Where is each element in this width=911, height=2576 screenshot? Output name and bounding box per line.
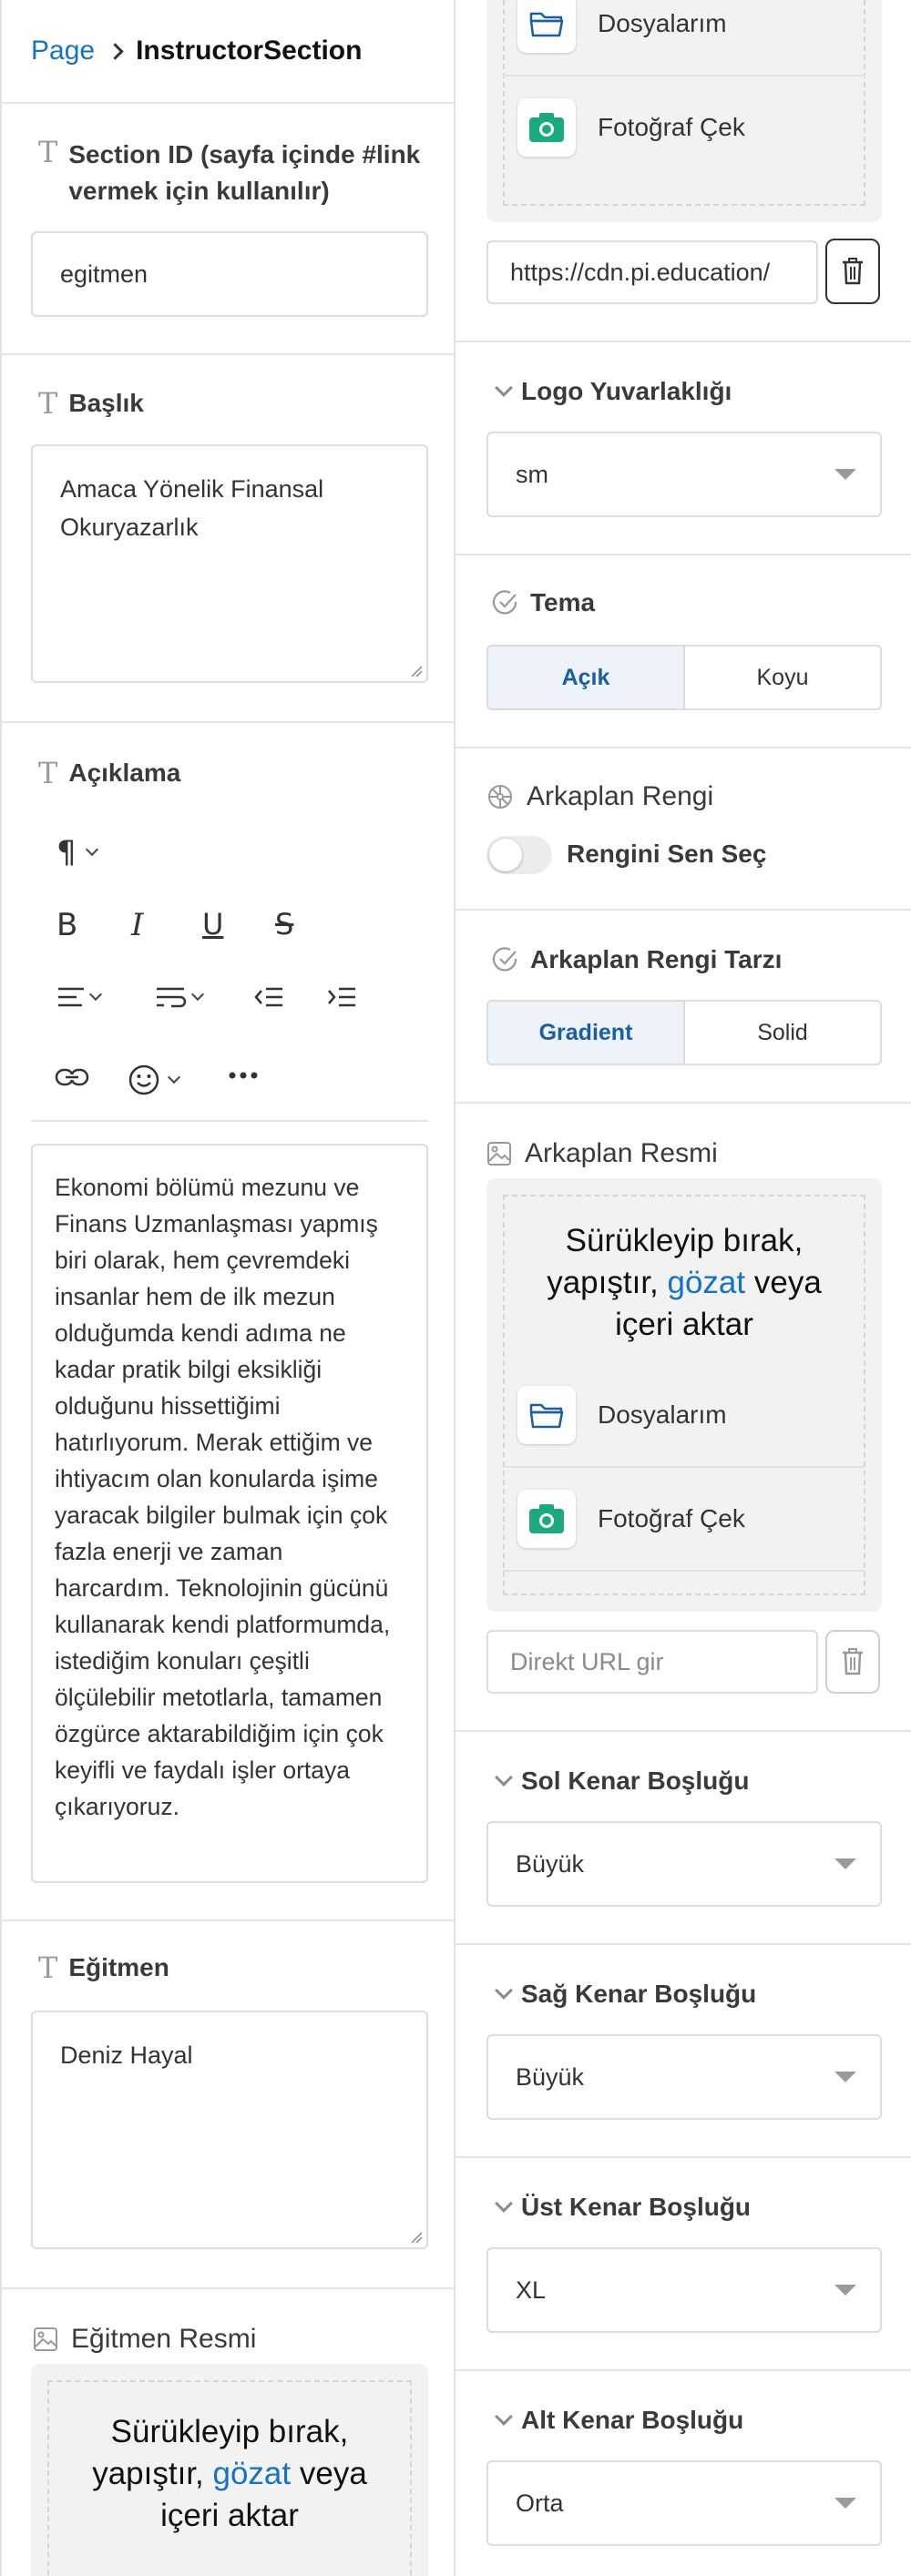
- indent-icon: [326, 985, 357, 1009]
- underline-icon: U: [202, 907, 224, 942]
- bg-style-option-gradient[interactable]: Gradient: [488, 1002, 685, 1064]
- text-type-icon: T: [38, 135, 58, 169]
- resize-handle-icon[interactable]: [410, 2231, 423, 2244]
- bg-image-label: Arkaplan Resmi: [486, 1138, 718, 1169]
- theme-label: Tema: [492, 588, 595, 617]
- color-palette-icon: [486, 783, 514, 810]
- check-circle-icon: [492, 946, 519, 973]
- instructor-image-dropzone[interactable]: Sürükleyip bırak, yapıştır, gözat veya içeri aktar: [31, 2364, 428, 2576]
- paragraph-icon: ¶: [56, 834, 77, 871]
- custom-color-toggle[interactable]: [486, 836, 552, 874]
- take-photo-option[interactable]: Fotoğraf Çek: [486, 76, 882, 178]
- check-circle-icon: [492, 589, 519, 616]
- logo-radius-select[interactable]: sm: [486, 432, 882, 517]
- strikethrough-icon: S: [275, 907, 294, 942]
- bold-icon: B: [56, 907, 78, 943]
- trash-icon: [841, 258, 865, 285]
- text-wrap-icon: [155, 985, 188, 1009]
- logo-url-input[interactable]: https://cdn.pi.education/: [486, 240, 818, 304]
- chevron-down-icon: [495, 1768, 513, 1787]
- paragraph-format-dropdown[interactable]: [56, 834, 97, 871]
- chevron-down-icon: [86, 843, 98, 856]
- dropdown-arrow-icon: [834, 469, 856, 480]
- chevron-right-icon: [107, 43, 123, 59]
- delete-bg-image-button[interactable]: [825, 1630, 880, 1694]
- instructor-label: T Eğitmen: [38, 1950, 169, 1985]
- logo-dropzone[interactable]: [486, 0, 882, 222]
- my-files-option[interactable]: Dosyalarım: [486, 1364, 882, 1466]
- camera-icon: [527, 1502, 566, 1535]
- browse-link[interactable]: gözat: [212, 2456, 292, 2491]
- instructor-textarea[interactable]: Deniz Hayal: [31, 2011, 428, 2249]
- resize-handle-icon[interactable]: [410, 665, 423, 677]
- bg-color-label: Arkaplan Rengi: [486, 781, 713, 812]
- dropdown-arrow-icon: [834, 2498, 856, 2509]
- theme-toggle: [486, 645, 882, 710]
- camera-icon: [527, 111, 566, 144]
- bg-style-label: Arkaplan Rengi Tarzı: [492, 945, 782, 974]
- outdent-button[interactable]: [253, 985, 284, 1009]
- text-type-icon: T: [38, 386, 58, 421]
- right-panel: [456, 0, 911, 2576]
- chevron-down-icon: [495, 1981, 513, 2000]
- right-margin-select[interactable]: Büyük: [486, 2034, 882, 2120]
- underline-button[interactable]: [202, 907, 223, 942]
- section-id-input[interactable]: egitmen: [31, 231, 428, 317]
- bold-button[interactable]: [56, 907, 77, 943]
- browse-link[interactable]: gözat: [667, 1265, 746, 1300]
- bg-image-dropzone[interactable]: Sürükleyip bırak, yapıştır, gözat veya içeri aktar Dosyalarım Fotoğraf Çek: [486, 1178, 882, 1612]
- description-label: T Açıklama: [38, 756, 181, 790]
- instructor-image-label: Eğitmen Resmi: [33, 2324, 256, 2355]
- top-margin-select[interactable]: XL: [486, 2247, 882, 2333]
- take-photo-option[interactable]: Fotoğraf Çek: [486, 1468, 882, 1570]
- strikethrough-button[interactable]: [275, 907, 293, 942]
- chevron-down-icon: [168, 1071, 180, 1084]
- section-id-label: T Section ID (sayfa içinde #link vermek için kullanılır): [38, 135, 421, 205]
- left-margin-label: Sol Kenar Boşluğu: [497, 1767, 749, 1796]
- bg-style-toggle: [486, 1000, 882, 1065]
- chevron-down-icon: [495, 2408, 513, 2426]
- indent-button[interactable]: [326, 985, 357, 1009]
- italic-button[interactable]: [131, 907, 143, 943]
- bottom-margin-select[interactable]: Orta: [486, 2460, 882, 2546]
- dropdown-arrow-icon: [834, 2072, 856, 2082]
- chevron-down-icon: [495, 2194, 513, 2213]
- image-icon: [486, 1141, 512, 1166]
- title-textarea[interactable]: Amaca Yönelik Finansal Okuryazarlık: [31, 444, 428, 683]
- logo-radius-label: Logo Yuvarlaklığı: [497, 377, 732, 406]
- text-type-icon: T: [38, 756, 58, 790]
- top-margin-label: Üst Kenar Boşluğu: [497, 2193, 751, 2222]
- my-files-option[interactable]: Dosyalarım: [486, 0, 882, 75]
- folder-icon: [528, 1400, 565, 1430]
- wrap-dropdown[interactable]: [155, 985, 202, 1009]
- breadcrumb-current: InstructorSection: [136, 36, 363, 66]
- folder-icon: [528, 9, 565, 38]
- align-left-icon: [56, 985, 86, 1009]
- custom-color-toggle-label: Rengini Sen Seç: [567, 840, 767, 868]
- right-margin-label: Sağ Kenar Boşluğu: [497, 1980, 756, 2009]
- dropdown-arrow-icon: [834, 1858, 856, 1869]
- description-editor[interactable]: Ekonomi bölümü mezunu ve Finans Uzmanlaşması yapmış biri olarak, hem çevremdeki insanlar hem de ilk mezun olduğumda kendi adıma ne kadar pratik bilgi eksikliği olduğunu hissettiğimi hatırlıyorum. Merak ettiğim ve ihtiyacım olan konularda işime yaracak bilgiler bulmak için çok fazla enerji ve zaman harcardım. Teknolojinin gücünü kullanarak kendi platformumda, istediğim konuları çeşitli ölçülebilir metotlarla, tamamen özgürce aktarabildiğim için çok keyifli ve faydalı işler ortaya çıkarıyoruz.: [31, 1144, 428, 1883]
- chevron-down-icon: [89, 988, 102, 1001]
- outdent-icon: [253, 985, 284, 1009]
- emoji-dropdown[interactable]: [128, 1064, 179, 1096]
- theme-option-light[interactable]: Açık: [488, 647, 685, 708]
- breadcrumb: [31, 33, 362, 69]
- more-horizontal-icon: [228, 1071, 259, 1080]
- link-button[interactable]: [55, 1065, 89, 1089]
- dropdown-arrow-icon: [834, 2285, 856, 2296]
- emoji-icon: [128, 1064, 160, 1096]
- align-dropdown[interactable]: [56, 985, 100, 1009]
- text-type-icon: T: [38, 1950, 58, 1985]
- image-icon: [33, 2327, 58, 2352]
- breadcrumb-root-link[interactable]: Page: [31, 36, 96, 66]
- chevron-down-icon: [191, 988, 204, 1001]
- bg-style-option-solid[interactable]: Solid: [757, 1019, 808, 1045]
- bottom-margin-label: Alt Kenar Boşluğu: [497, 2406, 743, 2435]
- title-label: T Başlık: [38, 386, 144, 421]
- link-icon: [55, 1065, 89, 1089]
- bg-image-url-input[interactable]: Direkt URL gir: [486, 1630, 818, 1694]
- chevron-down-icon: [495, 379, 513, 397]
- italic-icon: I: [131, 907, 144, 943]
- left-margin-select[interactable]: Büyük: [486, 1821, 882, 1907]
- trash-icon: [841, 1648, 865, 1675]
- theme-option-dark[interactable]: Koyu: [756, 664, 809, 690]
- more-options-button[interactable]: [228, 1071, 259, 1080]
- delete-logo-button[interactable]: [825, 239, 880, 304]
